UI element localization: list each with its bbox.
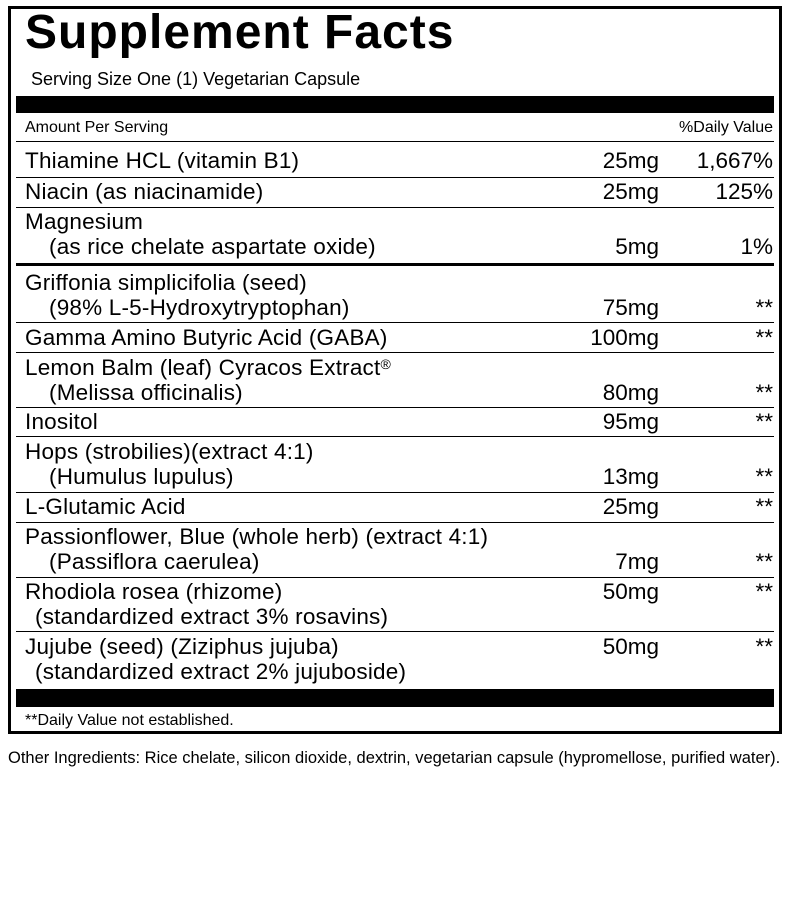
nutrient-name: Thiamine HCL (vitamin B1): [25, 148, 300, 173]
ingredient-amount: 100mg: [590, 325, 659, 350]
ingredient-name: Inositol: [25, 409, 98, 434]
ingredient-daily-value: **: [755, 380, 773, 405]
ingredient-daily-value: **: [755, 464, 773, 489]
panel-title: Supplement Facts: [25, 6, 455, 59]
nutrient-daily-value: 125%: [715, 179, 773, 204]
ingredient-name: Griffonia simplicifolia (seed): [25, 270, 307, 295]
daily-value-header: %Daily Value: [679, 119, 773, 136]
ingredient-daily-value: **: [755, 409, 773, 434]
other-ingredients: Other Ingredients: Rice chelate, silicon dioxide, dextrin, vegetarian capsule (hypromellose, purified water).: [8, 749, 781, 767]
supplement-facts-panel: [8, 6, 782, 734]
registered-mark: ®: [380, 356, 391, 372]
ingredient-name: Hops (strobilies)(extract 4:1): [25, 439, 314, 464]
row-divider: [16, 492, 774, 493]
nutrient-daily-value: 1%: [740, 234, 773, 259]
section-divider: [16, 263, 774, 266]
ingredient-name-detail: (Humulus lupulus): [49, 464, 234, 489]
ingredient-daily-value: **: [755, 295, 773, 320]
ingredient-name: Gamma Amino Butyric Acid (GABA): [25, 325, 388, 350]
ingredient-daily-value: **: [755, 494, 773, 519]
row-divider: [16, 177, 774, 178]
nutrient-daily-value: 1,667%: [696, 148, 773, 173]
row-divider: [16, 407, 774, 408]
nutrient-amount: 5mg: [615, 234, 659, 259]
ingredient-name-detail: (Passiflora caerulea): [49, 549, 260, 574]
nutrient-amount: 25mg: [602, 179, 659, 204]
row-divider: [16, 352, 774, 353]
ingredient-name-detail: (standardized extract 3% rosavins): [35, 604, 389, 629]
ingredient-amount: 80mg: [602, 380, 659, 405]
ingredient-amount: 75mg: [602, 295, 659, 320]
daily-value-footnote: **Daily Value not established.: [25, 712, 234, 729]
ingredient-name-text: Lemon Balm (leaf) Cyracos Extract: [25, 355, 381, 380]
ingredient-name: Passionflower, Blue (whole herb) (extract 4:1): [25, 524, 489, 549]
bottom-thick-bar: [16, 689, 774, 707]
ingredient-daily-value: **: [755, 579, 773, 604]
row-divider: [16, 522, 774, 523]
ingredient-amount: 95mg: [602, 409, 659, 434]
ingredient-amount: 13mg: [602, 464, 659, 489]
ingredient-daily-value: **: [755, 325, 773, 350]
row-divider: [16, 207, 774, 208]
serving-size: Serving Size One (1) Vegetarian Capsule: [31, 69, 361, 89]
ingredient-name-detail: (standardized extract 2% jujuboside): [35, 659, 407, 684]
ingredient-amount: 50mg: [602, 634, 659, 659]
row-divider: [16, 322, 774, 323]
amount-per-serving-header: Amount Per Serving: [25, 119, 169, 136]
ingredient-name-detail: (98% L-5-Hydroxytryptophan): [49, 295, 350, 320]
nutrient-name: Magnesium: [25, 209, 144, 234]
row-divider: [16, 631, 774, 632]
ingredient-daily-value: **: [755, 549, 773, 574]
row-divider: [16, 436, 774, 437]
nutrient-name: Niacin (as niacinamide): [25, 179, 264, 204]
ingredient-amount: 25mg: [602, 494, 659, 519]
ingredient-amount: 7mg: [615, 549, 659, 574]
ingredient-name: L-Glutamic Acid: [25, 494, 186, 519]
nutrient-amount: 25mg: [602, 148, 659, 173]
row-divider: [16, 577, 774, 578]
ingredient-daily-value: **: [755, 634, 773, 659]
nutrient-name-detail: (as rice chelate aspartate oxide): [49, 234, 376, 259]
ingredient-name: Jujube (seed) (Ziziphus jujuba): [25, 634, 339, 659]
ingredient-amount: 50mg: [602, 579, 659, 604]
header-divider: [16, 141, 774, 142]
ingredient-name: Rhodiola rosea (rhizome): [25, 579, 283, 604]
ingredient-name: [25, 355, 391, 381]
top-thick-bar: [16, 96, 774, 113]
ingredient-name-detail: (Melissa officinalis): [49, 380, 243, 405]
